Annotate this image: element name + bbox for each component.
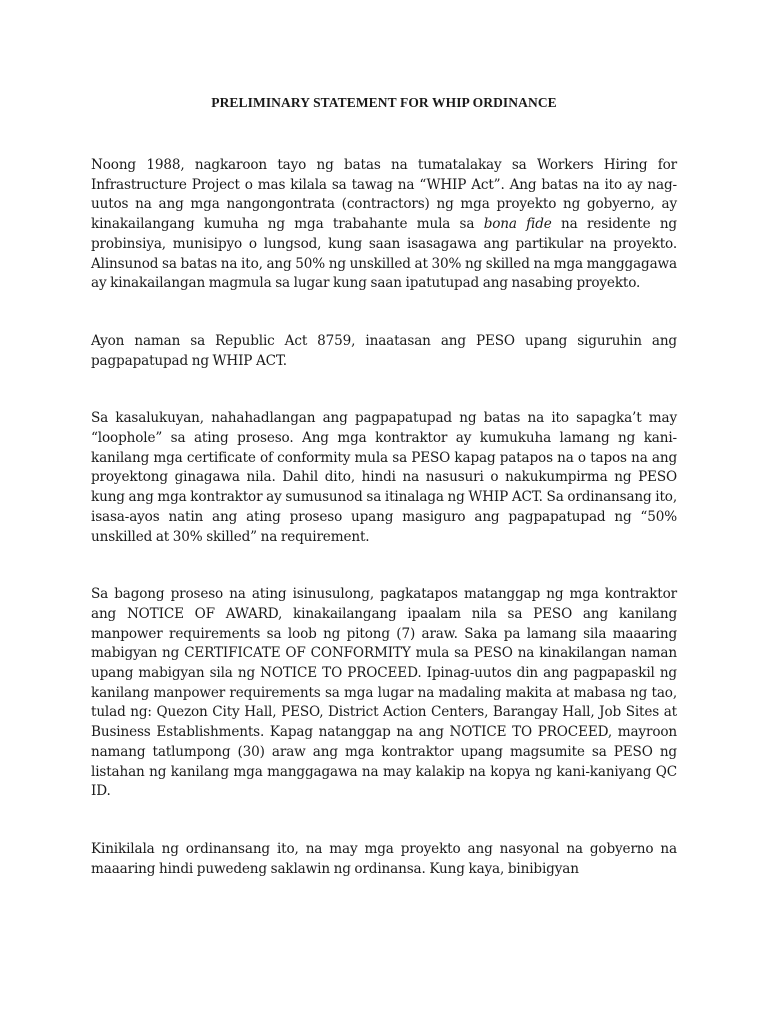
- paragraph-republic-act: Ayon naman sa Republic Act 8759, inaatasan ang PESO upang siguruhin ang pagpapatupad ng WHIP ACT.: [91, 332, 677, 369]
- document-title: PRELIMINARY STATEMENT FOR WHIP ORDINANCE: [211, 95, 557, 110]
- paragraph-text: na residente ng probinsiya, munisipyo o lungsod, kung saan isasagawa ang partikular na proyekto. Alinsunod sa batas na ito, ang 50% ng unskilled at 30% ng skilled na mga manggagawa ay kinakailangan magmula sa lugar kung saan ipatutupad ang nasabing proyekto.: [91, 216, 677, 292]
- paragraph-national-projects: Kinikilala ng ordinansang ito, na may mga proyekto ang nasyonal na gobyerno na maaaring hindi puwedeng saklawin ng ordinansa. Kung kaya, binibigyan: [91, 840, 677, 877]
- emphasis-text: bona fide: [483, 216, 552, 233]
- paragraph-text: Noong 1988, nagkaroon tayo ng batas na tumatalakay sa Workers Hiring for Infrastructure Project o mas kilala sa tawag na “WHIP Act”. Ang batas na ito ay nag-uutos na ang mga nangongontrata (contractors) ng mga proyekto ng gobyerno, ay kinakailangang kumuha ng mga trabahante mula sa: [91, 157, 677, 233]
- paragraph-new-process: Sa bagong proseso na ating isinusulong, pagkatapos matanggap ng mga kontraktor ang NOTICE OF AWARD, kinakailangang ipaalam nila sa PESO ang kanilang manpower requirements sa loob ng pitong (7) araw. Saka pa lamang sila maaaring mabigyan ng CERTIFICATE OF CONFORMITY mula sa PESO na kinakilangan naman upang mabigyan sila ng NOTICE TO PROCEED. Ipinag-uutos din ang pagpapaskil ng kanilang manpower requirements sa mga lugar na madaling makita at mabasa ng tao, tulad ng: Quezon City Hall, PESO, District Action Centers, Barangay Hall, Job Sites at Business Establishments. Kapag natanggap na ang NOTICE TO PROCEED, mayroon namang tatlumpong (30) araw ang mga kontraktor upang magsumite sa PESO ng listahan ng kanilang mga manggagawa na may kalakip na kopya ng kani-kaniyang QC ID.: [91, 586, 677, 800]
- paragraph-whip-act: [91, 156, 677, 294]
- document-page: [91, 93, 677, 879]
- paragraph-loophole: Sa kasalukuyan, nahahadlangan ang pagpapatupad ng batas na ito sapagka’t may “loophole” sa ating proseso. Ang mga kontraktor ay kumukuha lamang ng kani-kanilang mga certificate of conformity mula sa PESO kapag patapos na o tapos na ang proyektong ginagawa nila. Dahil dito, hindi na nasusuri o nakukumpirma ng PESO kung ang mga kontraktor ay sumusunod sa itinalaga ng WHIP ACT. Sa ordinansang ito, isasa-ayos natin ang ating proseso upang masiguro ang pagpapatupad ng “50% unskilled at 30% skilled” na requirement.: [91, 410, 677, 545]
